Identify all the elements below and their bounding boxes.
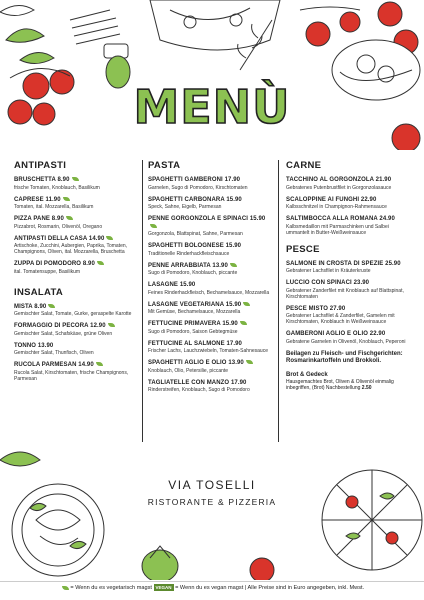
menu-item-price: 14.90 (78, 362, 94, 368)
menu-item (148, 177, 270, 191)
menu-item-name: SPAGHETTI CARBONARA (148, 196, 225, 203)
bread-text: Hausgemachtes Brot, Oliven & Olivenöl einmalig inbegriffen, (Brot) Nachbestellung (286, 379, 394, 391)
menu-item-price: 27.90 (329, 305, 346, 312)
menu-item-title (14, 236, 138, 244)
carne-list (286, 177, 412, 236)
menu-item-price: 15.90 (226, 196, 242, 203)
menu-item (148, 360, 270, 374)
menu-item-name: FORMAGGIO DI PECORA (14, 323, 89, 329)
menu-item-name: FETTUCINE PRIMAVERA (148, 321, 221, 327)
menu-item-title (148, 360, 270, 368)
menu-item-title (286, 216, 412, 224)
menu-item-title (286, 280, 412, 288)
menu-item-name: BRUSCHETTA (14, 177, 56, 183)
menu-item-description: Gemischter Salat, Schafskäse, grüne Oliven (14, 330, 113, 337)
menu-item-price: 17.90 (230, 379, 247, 386)
menu-item-title (148, 321, 270, 329)
section-heading-carne: CARNE (286, 160, 322, 171)
menu-item-price: 22.90 (369, 331, 386, 337)
vegetarian-leaf-icon (243, 302, 250, 306)
menu-item (286, 197, 412, 211)
menu-item (148, 197, 270, 211)
menu-item-description: Feines Rinderhackfleisch, Bechamelsauce, Mozzarella (148, 289, 270, 296)
bread-heading: Brot & Gedeck (286, 371, 328, 378)
vegetarian-leaf-icon (246, 360, 253, 364)
section-heading-antipasti: ANTIPASTI (14, 160, 67, 171)
menu-item-name: SPAGHETTI BOLOGNESE (148, 243, 224, 249)
menu-item-price: 8.90 (57, 177, 70, 183)
menu-item-title (14, 343, 138, 351)
menu-item-title (286, 177, 412, 185)
menu-item (14, 197, 138, 211)
menu-item-price: 15.90 (225, 301, 242, 308)
menu-item-description: Mit Gemüse, Bechamelsauce, Mozzarella (148, 309, 241, 315)
column-divider (142, 160, 143, 442)
menu-item-name: SALTIMBOCCA ALLA ROMANA (286, 216, 378, 222)
menu-item-price: 21.90 (375, 177, 392, 183)
menu-item-price: 8.90 (51, 216, 64, 222)
menu-item (148, 243, 270, 257)
menu-item-description: Gemischter Salat, Tomate, Gurke, geraspelte Karotte (14, 311, 132, 317)
menu-item-title (148, 282, 270, 290)
menu-item-price: 13.90 (212, 262, 228, 269)
menu-item-title (148, 302, 270, 310)
menu-item-title (148, 177, 270, 185)
menu-item-name: LUCCIO CON SPINACI (286, 280, 352, 286)
menu-item-description: Artischoke, Zucchini, Aubergien, Paprika, Tomaten, Champignons, Oliven, ital. Mozzarella, Bruschetta (14, 243, 128, 255)
menu-item-price: 15.90 (222, 321, 238, 327)
tomato-bottom-icon (250, 558, 274, 580)
vegetarian-leaf-icon (96, 362, 103, 366)
food-sketch-bottom-icon (0, 440, 424, 580)
menu-item-description: Gorgonzola, Blattspinat, Sahne, Parmesan (148, 231, 243, 237)
menu-item-description: Sugo di Pomodoro, Knoblauch, piccante (148, 270, 238, 276)
bread-note (286, 372, 412, 392)
menu-item-name: PENNE GORGONZOLA E SPINACI (148, 216, 249, 222)
vegetarian-leaf-icon (66, 216, 73, 220)
menu-item-title (14, 362, 138, 370)
menu-item-name: CAPRESE (14, 196, 44, 203)
menu-item-description: Frischer Lachs, Lauchzwiebeln, Tomaten-Sahnesauce (148, 348, 268, 354)
menu-item (14, 323, 138, 337)
menu-item (286, 331, 412, 345)
menu-item (148, 380, 270, 394)
menu-item-title (14, 197, 138, 205)
menu-item-price: 8.90 (34, 303, 47, 310)
menu-item-description: Gemischter Salat, Thunfisch, Oliven (14, 350, 94, 356)
menu-item-description: Gebratener Lachsfilet in Kräuterkruste (286, 268, 371, 274)
menu-item-name: SPAGHETTI AGLIO E OLIO (148, 360, 227, 366)
menu-item-price: 17.90 (224, 177, 241, 183)
vegetarian-leaf-icon (106, 236, 113, 240)
vegetarian-leaf-icon (240, 321, 247, 325)
menu-item-description: Gebratene Garnelen in Olivenöl, Knoblauch, Peperoni (286, 338, 406, 345)
bread-price: 2.50 (361, 385, 372, 391)
menu-item-title (148, 197, 270, 205)
price-note: Alle Preise sind in Euro angegeben, inkl. Mwst. (247, 585, 365, 591)
menu-item (14, 177, 138, 191)
vegan-badge: VEGAN (155, 585, 172, 591)
veg-legend-text: = Wenn du es vegetarisch magst (70, 585, 152, 591)
column-divider (278, 160, 279, 442)
menu-item-name: TACCHINO AL GORGONZOLA (286, 177, 374, 183)
vegetarian-leaf-icon (230, 263, 237, 267)
menu-item-description: Sugo di Pomodoro, Saison Gebtegmüse (148, 328, 238, 335)
antipasti-list (14, 177, 138, 275)
menu-item-title (286, 197, 412, 205)
menu-item-name: FETTUCINE AL SALMONE (148, 340, 225, 347)
menu-item-description: Tomaten, ital. Mozzarella, Basilikum (14, 204, 94, 210)
column-pasta (148, 160, 270, 399)
menu-item-name: PENNE ARRABBIATA (148, 262, 211, 269)
menu-item-title (286, 261, 412, 269)
sides-text: Rosmarinkartoffeln und Brokkoli. (286, 358, 382, 364)
menu-item-title (148, 380, 270, 388)
menu-item-description: frische Tomaten, Knoblauch, Basilikum (14, 184, 100, 191)
vegetarian-leaf-icon (63, 197, 70, 201)
menu-item (286, 216, 412, 236)
menu-item-description: Speck, Sahne, Eigelb, Parmesan (148, 204, 222, 210)
menu-item (148, 341, 270, 355)
menu-item (14, 343, 138, 357)
artichoke-icon (142, 546, 178, 580)
menu-item-description: Knoblauch, Olio, Petersilie, piccante (148, 367, 229, 374)
menu-item-description: Garnelen, Sugo di Pomodoro, Kirschtomaten (148, 184, 248, 191)
menu-item-name: LASAGNE VEGETARIANA (148, 301, 224, 308)
menu-item-title (14, 304, 138, 312)
insalata-list (14, 304, 138, 382)
pasta-sketch-icon (70, 10, 130, 88)
menu-item-price: 25.90 (385, 260, 401, 267)
menu-item-price: 15.90 (179, 282, 196, 288)
menu-item-price: 17.90 (226, 340, 242, 347)
menu-item-price: 24.90 (379, 216, 395, 222)
basil-bottom-left-icon (0, 452, 40, 466)
vegetarian-leaf-icon (150, 224, 157, 228)
menu-item-title (14, 216, 138, 224)
menu-item (148, 263, 270, 277)
column-carne-pesce (286, 160, 412, 397)
menu-item-description: Kalbsschnitzel in Champignon-Rahmensauce (286, 204, 387, 210)
brand-name: VIA TOSELLI (168, 478, 256, 492)
pizza-icon (322, 470, 422, 570)
menu-item-name: ANTIPASTI DELLA CASA (14, 235, 88, 242)
menu-title: MENÙ (133, 80, 291, 134)
menu-item-description: Traditionelle Rinderhackfleischsauce (148, 250, 230, 257)
menu-item-description: Gebratener Lachsfilet & Zanderfilet, Gamelen mit Kirschtomaten, Knoblauch in Weißweinsauce (286, 313, 395, 325)
brand-subtitle: RISTORANTE & PIZZERIA (147, 497, 277, 507)
menu-item-name: TAGLIATELLE CON MANZO (148, 379, 230, 386)
vegetarian-leaf-icon (97, 261, 104, 265)
menu-item (286, 280, 412, 300)
menu-item-title (148, 263, 270, 271)
menu-item-price: 23.90 (353, 280, 370, 286)
menu-item (148, 282, 270, 296)
menu-item-title (148, 216, 270, 231)
menu-item-title (14, 177, 138, 185)
menu-item-title (286, 306, 412, 314)
menu-item-description: ital. Tomatensuppe, Basilikum (14, 268, 81, 275)
vegetarian-leaf-icon (108, 323, 115, 327)
menu-item (14, 236, 138, 256)
menu-item-price: 8.90 (82, 261, 95, 267)
menu-item-name: TONNO (14, 342, 37, 349)
column-antipasti-insalata (14, 160, 138, 388)
menu-item-price: 15.90 (249, 216, 266, 222)
menu-item-title (286, 331, 412, 339)
menu-item-name: RUCOLA PARMESAN (14, 362, 77, 368)
menu-item-price: 12.90 (90, 323, 106, 329)
menu-item-name: MISTA (14, 303, 33, 310)
menu-item-description: Pizzabrot, Rosmarin, Olivenöl, Oregano (14, 223, 103, 230)
menu-item-title (148, 341, 270, 349)
restaurant-brand (140, 478, 284, 507)
menu-item (14, 362, 138, 382)
menu-item-price: 13.90 (37, 342, 54, 349)
basil-leaves-icon (0, 5, 54, 63)
vegetarian-leaf-icon (48, 304, 55, 308)
menu-item-name: ZUPPA DI POMODORO (14, 261, 82, 267)
pasta-plate-icon (12, 484, 104, 576)
menu-item-title (14, 323, 138, 331)
menu-item (148, 302, 270, 316)
menu-item (286, 261, 412, 275)
menu-item-title (14, 261, 138, 269)
menu-item-name: SALMONE IN CROSTA DI SPEZIE (286, 260, 384, 267)
menu-item-name: SPAGHETTI GAMBERONI (148, 177, 223, 183)
menu-item-name: GAMBERONI AGLIO E OLIO (286, 331, 368, 337)
vegetarian-leaf-icon (62, 586, 69, 590)
menu-item-price: 22.90 (360, 196, 377, 203)
menu-item (286, 306, 412, 326)
sides-heading: Beilagen zu Fleisch- und Fischgerichten: (286, 350, 403, 357)
menu-item-title (148, 243, 270, 251)
section-heading-insalata: INSALATA (14, 286, 64, 298)
menu-item (14, 304, 138, 318)
menu-item (14, 216, 138, 230)
menu-item-name: PESCE MISTO (286, 305, 328, 312)
menu-item (14, 261, 138, 275)
menu-item (148, 216, 270, 237)
menu-item-description: Gebratenes Putenbrustfilet in Gorgonzolasauce (286, 184, 392, 191)
sides-note (286, 351, 412, 366)
menu-item-description: Kalbsmedaillon mit Parmaschinken und Salbei ummantelt in Butter-Weißweinsauce (286, 223, 389, 236)
vegetarian-leaf-icon (72, 177, 79, 181)
vegan-legend-text: = Wenn du es vegan magst (175, 585, 244, 591)
pasta-list (148, 177, 270, 393)
menu-item-price: 14.90 (88, 235, 105, 242)
menu-item-price: 13.90 (228, 360, 244, 366)
menu-item-description: Rucola Salat, Kirschtomaten, frische Champignons, Parmesan (14, 369, 129, 382)
section-heading-pesce: PESCE (286, 243, 320, 255)
section-heading-pasta: PASTA (148, 160, 181, 171)
menu-item (286, 177, 412, 191)
menu-item-name: PIZZA PANE (14, 216, 51, 222)
menu-item (148, 321, 270, 335)
menu-item-name: SCALOPPINE AI FUNGHI (286, 196, 360, 203)
menu-item-price: 11.90 (45, 196, 61, 203)
menu-item-price: 15.90 (225, 243, 242, 249)
menu-item-name: LASAGNE (148, 282, 179, 288)
menu-item-description: Gebratener Zanderfilet mit Knoblauch auf Blattspinat, Kirschtomaten (286, 287, 404, 300)
menu-title-wrap (0, 80, 424, 134)
pesce-list (286, 261, 412, 345)
menu-item-description: Rinderstreifen, Knoblauch, Sugo di Pomodoro (148, 387, 250, 393)
footer-legend: = Wenn du es vegetarisch magst VEGAN = Wenn du es vegan magst | Alle Preise sind in Euro angegeben, inkl. Mwst. (0, 581, 424, 594)
